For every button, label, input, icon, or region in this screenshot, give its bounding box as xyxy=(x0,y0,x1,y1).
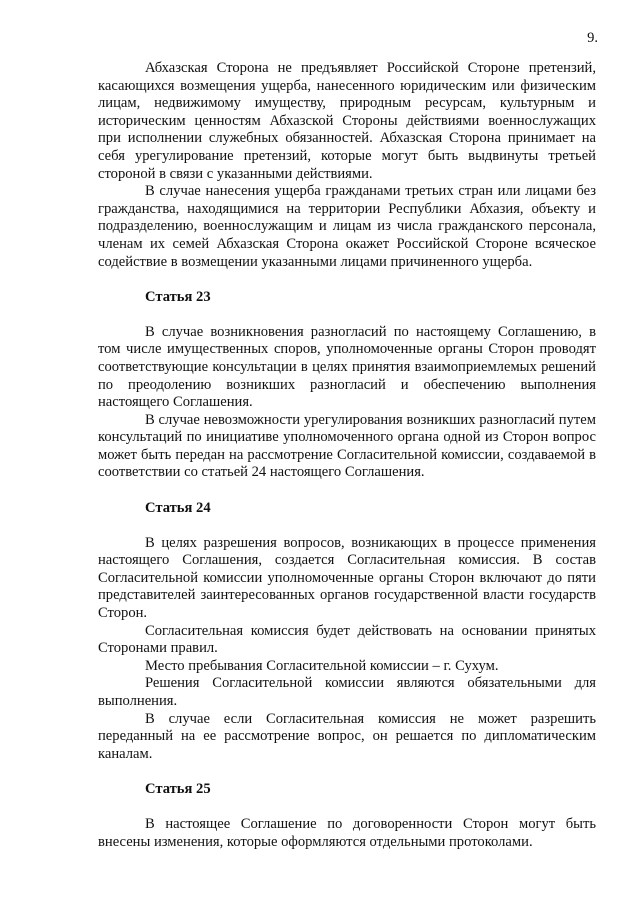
article-23-paragraph-2: В случае невозможности урегулирования возникших разногласий путем консультаций по инициативе уполномоченного органа одной из Сторон вопрос может быть передан на рассмотрение Согласительной комиссии, создаваемой в соответствии со статьей 24 настоящего Соглашения. xyxy=(98,411,596,481)
article-24-paragraph-5: В случае если Согласительная комиссия не может разрешить переданный на ее рассмотрение вопрос, он решается по дипломатическим каналам. xyxy=(98,710,596,762)
article-24-paragraph-3: Место пребывания Согласительной комиссии – г. Сухум. xyxy=(145,657,499,674)
article-24-paragraph-2: Согласительная комиссия будет действовать на основании принятых Сторонами правил. xyxy=(98,622,596,657)
article-25-paragraph-1: В настоящее Соглашение по договоренности Сторон могут быть внесены изменения, которые оформляются отдельными протоколами. xyxy=(98,815,596,850)
article-24-paragraph-4: Решения Согласительной комиссии являются обязательными для выполнения. xyxy=(98,675,596,709)
paragraph-third-parties: В случае нанесения ущерба гражданами третьих стран или лицами без гражданства, находящимися на территории Республики Абхазия, объекту и подразделению, военнослужащим и лицам из числа гражданского персонала, членам их семей Абхазская Сторона окажет Российской Стороне всяческое содействие в возмещении указанными лицами причиненного ущерба. xyxy=(98,183,596,270)
document-body xyxy=(98,60,596,851)
article-24-paragraph-1: В целях разрешения вопросов, возникающих в процессе применения настоящего Соглашения, создается Согласительная комиссия. В состав Согласительной комиссии уполномоченные органы Сторон включают до пяти представителей заинтересованных органов государственной власти государств Сторон. xyxy=(98,534,596,622)
page-number: 9. xyxy=(587,30,598,46)
article-23-paragraph-1: В случае возникновения разногласий по настоящему Соглашению, в том числе имущественных споров, уполномоченные органы Сторон проводят соответствующие консультации в целях принятия взаимоприемлемых решений по преодолению возникших разногласий и обеспечению выполнения настоящего Соглашения. xyxy=(98,323,596,411)
paragraph-claims: Абхазская Сторона не предъявляет Российской Стороне претензий, касающихся возмещения ущерба, нанесенного юридическим или физическим лицам, недвижимому имуществу, природным ресурсам, культурным и историческим ценностям Абхазской Стороны действиями военнослужащих при исполнении служебных обязанностей. Абхазская Сторона принимает на себя урегулирование претензий, которые могут быть выдвинуты третьей стороной в связи с указанными действиями. xyxy=(98,60,596,182)
article-24-heading: Статья 24 xyxy=(145,500,211,517)
article-23-heading: Статья 23 xyxy=(145,289,211,306)
article-25-heading: Статья 25 xyxy=(145,781,211,798)
